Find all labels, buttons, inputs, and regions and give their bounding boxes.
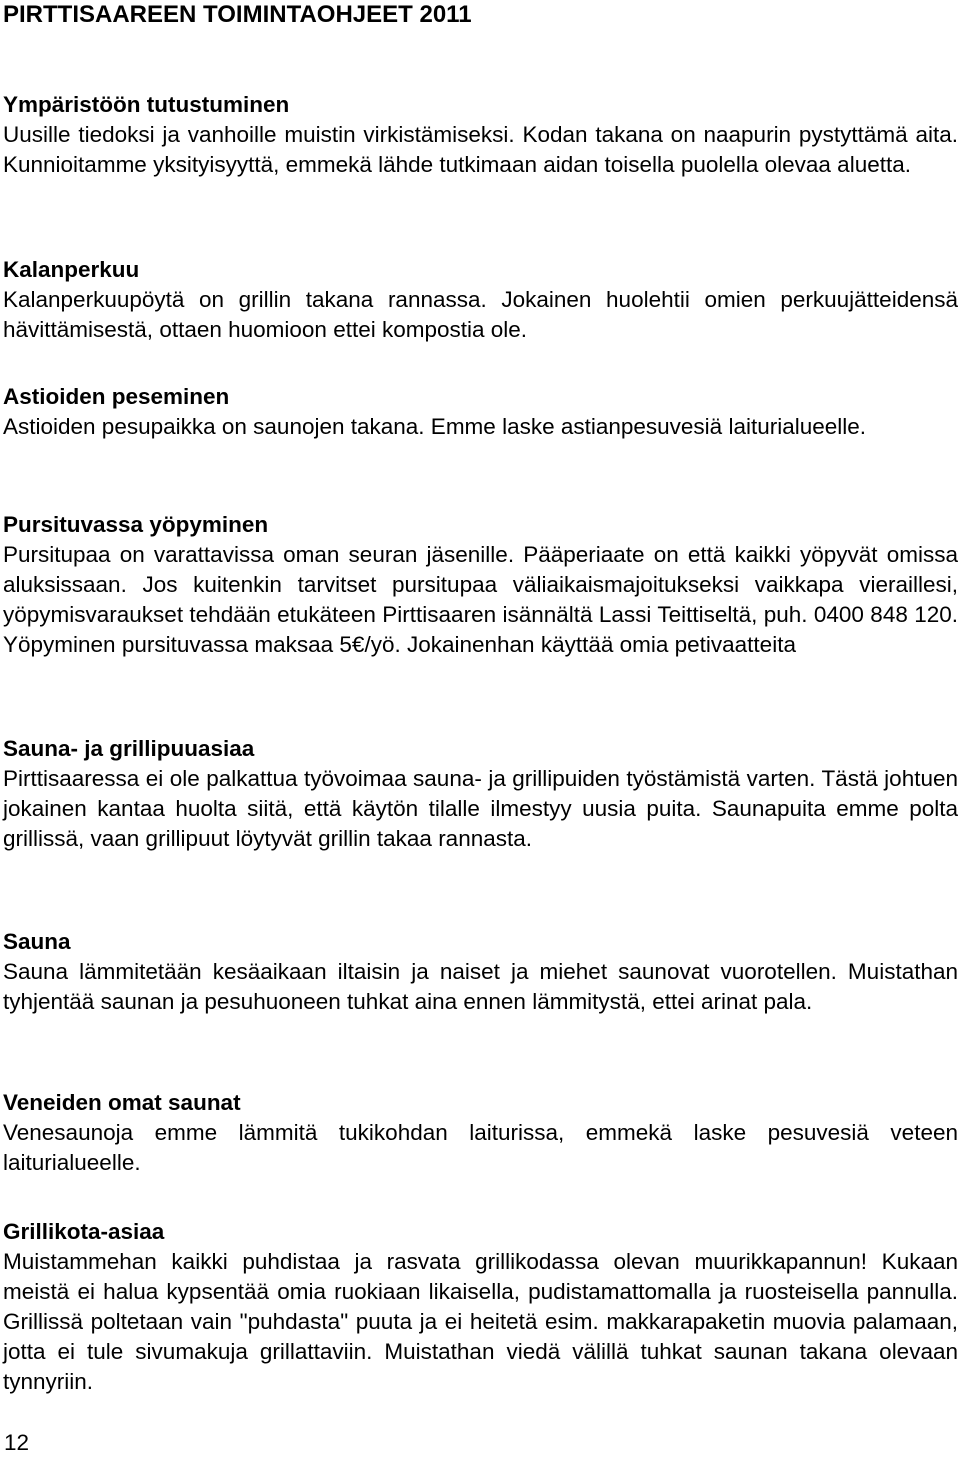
section-kalanperkuu xyxy=(3,255,958,345)
section-body: Astioiden pesupaikka on saunojen takana. Emme laske astianpesuvesiä laiturialueelle. xyxy=(3,414,867,439)
section-ymparisto xyxy=(3,90,958,180)
section-heading: Sauna- ja grillipuuasiaa xyxy=(3,736,255,761)
section-heading: Kalanperkuu xyxy=(3,257,140,282)
section-astioiden-peseminen xyxy=(3,382,958,442)
section-grillikota xyxy=(3,1217,958,1397)
page-number: 12 xyxy=(4,1430,30,1455)
section-sauna xyxy=(3,927,958,1017)
section-heading: Astioiden peseminen xyxy=(3,384,230,409)
document-page xyxy=(3,0,958,1394)
section-heading: Sauna xyxy=(3,929,71,954)
document-title: PIRTTISAAREEN TOIMINTAOHJEET 2011 xyxy=(3,1,472,28)
section-body: Muistammehan kaikki puhdistaa ja rasvata grillikodassa olevan muurikkapannun! Kukaan meistä ei halua kypsentää omia ruokiaan likaisella, pudistamattomalla ja ruosteisella pannulla. Grillissä poltetaan vain "puhdasta" puuta ja ei heitetä esim. makkarapaketin muovia palamaan, jotta ei tule sivumakuja grillattaviin. Muistathan viedä välillä tuhkat saunan takana olevaan tynnyriin. xyxy=(3,1249,958,1394)
section-heading: Veneiden omat saunat xyxy=(3,1090,241,1115)
section-body: Venesaunoja emme lämmitä tukikohdan laiturissa, emmekä laske pesuvesiä veteen laiturialueelle. xyxy=(3,1120,958,1175)
section-veneiden-saunat xyxy=(3,1088,958,1178)
section-body: Uusille tiedoksi ja vanhoille muistin virkistämiseksi. Kodan takana on naapurin pystyttämä aita. Kunnioitamme yksityisyyttä, emmekä lähde tutkimaan aidan toisella puolella olevaa aluetta. xyxy=(3,122,958,177)
section-body: Pirttisaaressa ei ole palkattua työvoimaa sauna- ja grillipuiden työstämistä varten. Tästä johtuen jokainen kantaa huolta siitä, että käytön tilalle ilmestyy uusia puita. Saunapuita emme polta grillissä, vaan grillipuut löytyvät grillin takaa rannasta. xyxy=(3,766,958,851)
section-heading: Grillikota-asiaa xyxy=(3,1219,165,1244)
section-body: Sauna lämmitetään kesäaikaan iltaisin ja naiset ja miehet saunovat vuorotellen. Muistathan tyhjentää saunan ja pesuhuoneen tuhkat aina ennen lämmitystä, ettei arinat pala. xyxy=(3,959,958,1014)
section-body: Pursitupaa on varattavissa oman seuran jäsenille. Pääperiaate on että kaikki yöpyvät omissa aluksissaan. Jos kuitenkin tarvitset pursitupaa väliaikaismajoitukseksi vaikkapa vieraillesi, yöpymisvaraukset tehdään etukäteen Pirttisaaren isännältä Lassi Teittiseltä, puh. 0400 848 120. Yöpyminen pursituvassa maksaa 5€/yö. Jokainenhan käyttää omia petivaatteita xyxy=(3,542,958,657)
section-body: Kalanperkuupöytä on grillin takana rannassa. Jokainen huolehtii omien perkuujätteidensä hävittämisestä, ottaen huomioon ettei kompostia ole. xyxy=(3,287,958,342)
section-heading: Pursituvassa yöpyminen xyxy=(3,512,269,537)
section-pursituva xyxy=(3,510,958,660)
section-heading: Ympäristöön tutustuminen xyxy=(3,92,290,117)
section-sauna-ja-grillipuu xyxy=(3,734,958,854)
